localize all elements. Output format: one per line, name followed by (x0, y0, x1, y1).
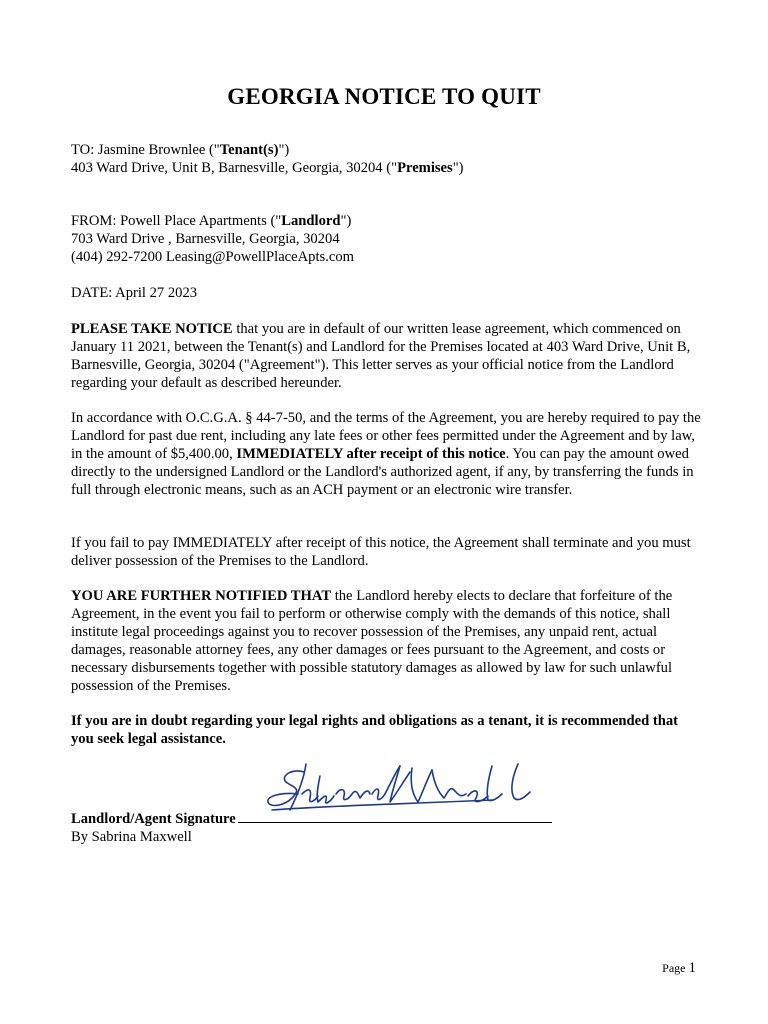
premises-label: Premises (397, 160, 453, 176)
tenant-suffix: ") (278, 142, 290, 158)
notice-paragraph (71, 320, 701, 392)
tenant-prefix: TO: Jasmine Brownlee (" (71, 142, 220, 158)
tenant-line (71, 141, 701, 159)
signature-line-row (71, 809, 701, 828)
notice-lead: PLEASE TAKE NOTICE (71, 321, 233, 337)
page-number (662, 960, 696, 977)
landlord-line (71, 212, 701, 230)
signature-block (71, 809, 701, 846)
landlord-suffix: ") (340, 213, 352, 229)
payment-text-2: . You can pay the amount owed directly to the undersigned Landlord or the Landlord's authorized agent, if any, by transferring the funds in full through electronic means, such as an ACH payment or an electronic wire transfer. (71, 446, 694, 498)
further-notice-lead: YOU ARE FURTHER NOTIFIED THAT (71, 588, 332, 604)
tenant-label: Tenant(s) (219, 142, 279, 158)
payment-paragraph (71, 409, 701, 499)
notice-text: that you are in default of our written lease agreement, which commenced on January 11 2021, between the Tenant(s) and Landlord for the Premises located at 403 Ward Drive, Unit B, Barnesville, Georgia, 30204 ("Agreement"). This letter serves as your official notice from the Landlord regarding your default as described hereunder. (71, 321, 691, 391)
page-label: Page (662, 961, 686, 975)
date-line: DATE: April 27 2023 (71, 285, 198, 301)
landlord-contact: (404) 292-7200 Leasing@PowellPlaceApts.com (71, 249, 354, 265)
page-number-value: 1 (688, 960, 696, 976)
from-section (71, 212, 701, 266)
termination-paragraph: If you fail to pay IMMEDIATELY after receipt of this notice, the Agreement shall terminate and you must deliver possession of the Premises to the Landlord. (71, 535, 691, 569)
document-title: GEORGIA NOTICE TO QUIT (227, 84, 541, 109)
to-section (71, 141, 701, 177)
landlord-address: 703 Ward Drive , Barnesville, Georgia, 30204 (71, 231, 340, 247)
premises-suffix: ") (452, 160, 464, 176)
payment-emphasis: IMMEDIATELY after receipt of this notice (236, 446, 506, 462)
further-notice-text: the Landlord hereby elects to declare that forfeiture of the Agreement, in the event you fail to perform or otherwise comply with the demands of this notice, shall institute legal proceedings against you to recover possession of the Premises, any unpaid rent, actual damages, reasonable attorney fees, any other damages or fees pursuant to the Agreement, and costs or necessary disbursements together with possible statutory damages as allowed by law for such unlawful possession of the Premises. (71, 588, 673, 694)
landlord-prefix: FROM: Powell Place Apartments (" (71, 213, 282, 229)
legal-advice-paragraph: If you are in doubt regarding your legal rights and obligations as a tenant, it is recommended that you seek legal assistance. (71, 713, 679, 747)
landlord-label: Landlord (281, 213, 341, 229)
further-notice-paragraph (71, 587, 701, 695)
signer-name: By Sabrina Maxwell (71, 829, 192, 845)
premises-address: 403 Ward Drive, Unit B, Barnesville, Georgia, 30204 (" (71, 160, 398, 176)
signature-label: Landlord/Agent Signature (71, 811, 236, 827)
premises-line (71, 159, 701, 177)
payment-text-1: In accordance with O.C.G.A. § 44-7-50, and the terms of the Agreement, you are hereby required to pay the Landlord for past due rent, including any late fees or other fees permitted under the Agreement and by law, in the amount of $5,400.00, (71, 410, 701, 462)
signature-strokes (268, 764, 530, 810)
signature-line (238, 809, 552, 823)
